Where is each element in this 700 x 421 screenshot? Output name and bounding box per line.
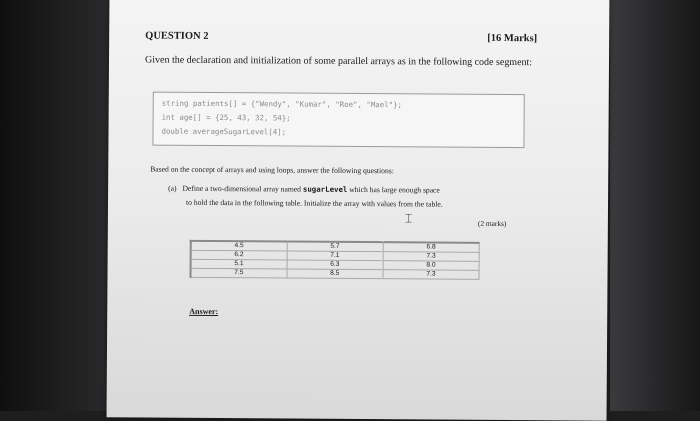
background-right [610, 0, 700, 411]
part-a-text-after: which has large enough space [349, 184, 440, 195]
question-title: QUESTION 2 [145, 30, 209, 42]
table-cell: 8.0 [383, 261, 479, 271]
table-cell: 4.5 [191, 241, 287, 251]
background-left [0, 0, 110, 411]
part-a-marks: (2 marks) [477, 218, 507, 229]
data-table [189, 240, 479, 280]
question-intro: Given the declaration and initialization of some parallel arrays as in the following code segment: [144, 54, 533, 69]
table-cell: 6.3 [287, 260, 383, 270]
code-segment [152, 92, 524, 149]
table-cell: 7.5 [191, 268, 287, 278]
part-a-line2: to hold the data in the following table. Initialize the array with values from the table. [185, 197, 443, 209]
text-cursor-icon: ⌶ [404, 211, 413, 226]
part-a-text-before: Define a two-dimensional array named [182, 183, 302, 194]
table-row [191, 268, 480, 279]
code-line: int age[] = {25, 43, 32, 54}; [161, 112, 291, 123]
table-cell: 6.2 [191, 250, 287, 260]
table-cell: 8.5 [287, 269, 383, 279]
part-a-label: (a) [168, 183, 177, 193]
table-cell: 5.7 [287, 242, 383, 252]
table-cell: 6.8 [383, 242, 479, 252]
answer-label: Answer: [189, 306, 219, 317]
array-name: sugarLevel [302, 184, 348, 194]
table-cell: 5.1 [191, 259, 287, 269]
table-cell: 7.1 [287, 251, 383, 261]
code-line: double averageSugarLevel[4]; [161, 126, 287, 137]
table-cell: 7.3 [383, 252, 479, 262]
question-marks: [16 Marks] [487, 32, 538, 45]
exam-paper [107, 0, 610, 421]
code-line: string patients[] = {"Wendy", "Kumar", "Roe", "Mael"}; [161, 98, 403, 110]
table-cell: 7.3 [383, 270, 479, 280]
part-a [168, 182, 528, 213]
instruction-text: Based on the concept of arrays and using loops, answer the following questions: [150, 164, 394, 176]
